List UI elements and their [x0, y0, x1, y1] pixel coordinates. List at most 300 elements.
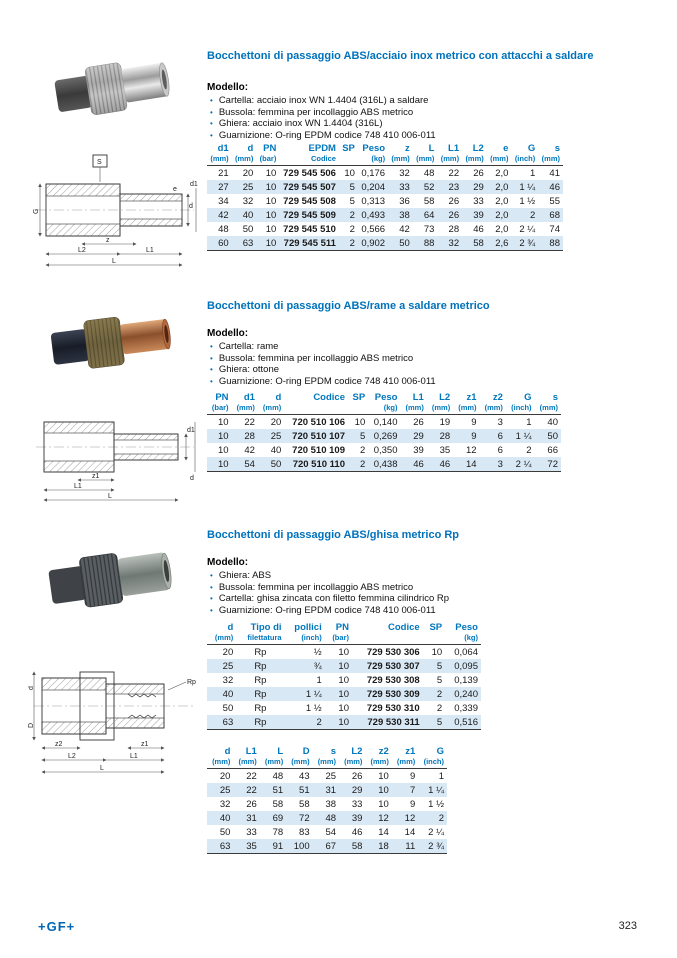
- value-cell: 22: [244, 416, 255, 428]
- bullet-text: Guarnizione: O-ring EPDM codice 748 410 006-011: [218, 129, 436, 141]
- value-cell: 0,095: [454, 660, 478, 672]
- column-header: z2: [378, 746, 389, 757]
- table-row: [207, 701, 481, 715]
- dim-label-z: z: [106, 237, 110, 244]
- value-cell: 46: [413, 458, 424, 470]
- table-row: [207, 797, 447, 811]
- code-cell: 729 530 310: [366, 702, 420, 714]
- value-cell: 10: [338, 646, 349, 658]
- value-cell: 63: [219, 840, 231, 852]
- value-cell: 58: [299, 798, 310, 810]
- table-row: [207, 673, 481, 687]
- column-unit: (mm): [405, 403, 424, 412]
- product-photo-abs-inox: [52, 40, 170, 136]
- column-header: L2: [351, 746, 363, 757]
- bullet-text: Bussola: femmina per incollaggio ABS metrico: [218, 106, 414, 118]
- column-unit: (mm): [291, 757, 310, 766]
- value-cell: 26: [448, 209, 460, 221]
- value-cell: 25: [219, 784, 231, 796]
- column-header: Codice: [313, 392, 345, 403]
- value-cell: 31: [325, 784, 337, 796]
- value-cell: 74: [549, 223, 560, 235]
- value-cell: 1 ½: [428, 798, 444, 810]
- value-cell: 38: [399, 209, 410, 221]
- value-cell: 39: [351, 812, 363, 824]
- value-cell: 46: [351, 826, 363, 838]
- value-cell: 51: [299, 784, 310, 796]
- value-cell: 1 ¼: [519, 181, 536, 193]
- column-unit: (mm): [458, 403, 477, 412]
- column-unit: (inch): [301, 633, 322, 642]
- value-cell: 10: [338, 688, 349, 700]
- column-header: z1: [466, 392, 477, 403]
- value-cell: ½: [313, 646, 322, 658]
- value-cell: 33: [351, 798, 363, 810]
- dim-label-z1: z1: [141, 741, 149, 748]
- value-cell: 72: [299, 812, 310, 824]
- bullet-icon: •: [210, 96, 213, 105]
- value-cell: Rp: [254, 674, 267, 686]
- column-unit: [284, 403, 348, 415]
- bullet-icon: •: [210, 594, 213, 603]
- dim-label-l: L: [108, 493, 112, 500]
- value-cell: 10: [217, 416, 229, 428]
- dim-label-s: S: [97, 159, 102, 166]
- table-row: [207, 659, 481, 673]
- value-cell: 14: [465, 458, 477, 470]
- value-cell: 42: [399, 223, 410, 235]
- value-cell: 29: [351, 784, 363, 796]
- value-cell: 2,6: [495, 237, 509, 249]
- value-cell: 48: [272, 770, 284, 782]
- column-header: L2: [439, 392, 451, 403]
- value-cell: 33: [473, 195, 484, 207]
- value-cell: 5: [436, 660, 443, 672]
- dim-label-l2: L2: [68, 753, 76, 760]
- value-cell: 6: [497, 430, 503, 442]
- bullet-icon: •: [210, 571, 213, 580]
- column-unit: (mm): [212, 757, 231, 766]
- value-cell: 25: [270, 430, 282, 442]
- code-cell: 720 510 106: [292, 416, 345, 428]
- bullet-item: [210, 364, 436, 376]
- value-cell: 58: [423, 195, 435, 207]
- dim-label-l: L: [100, 765, 104, 772]
- dim-label-rp: Rp: [187, 679, 196, 686]
- value-cell: 14: [378, 826, 389, 838]
- value-cell: 2: [349, 209, 355, 221]
- column-header: L: [428, 143, 435, 154]
- bullet-text: Ghiera: acciaio inox WN 1.4404 (316L): [218, 118, 383, 129]
- spec-table-abs-ghisa-dims: [207, 746, 447, 854]
- bullet-text: Ghiera: ottone: [218, 364, 280, 375]
- value-cell: 14: [404, 826, 416, 838]
- table-row: [207, 194, 563, 208]
- column-unit: (mm): [317, 757, 337, 766]
- model-heading: Modello:: [207, 82, 249, 93]
- dim-label-z1: z1: [92, 473, 100, 480]
- column-unit: (mm): [541, 154, 560, 163]
- value-cell: 25: [222, 660, 234, 672]
- value-cell: 2: [349, 237, 355, 249]
- value-cell: 10: [338, 674, 349, 686]
- column-unit: (kg): [383, 403, 398, 412]
- bullet-icon: •: [210, 107, 213, 117]
- column-header: Peso: [362, 143, 386, 154]
- bullet-text: Bussola: femmina per incollaggio ABS metrico: [218, 352, 414, 364]
- value-cell: 78: [272, 826, 284, 838]
- column-header: z: [405, 143, 410, 154]
- column-header: SP: [342, 143, 355, 154]
- value-cell: 50: [242, 223, 254, 235]
- value-cell: 26: [246, 798, 257, 810]
- value-cell: 10: [354, 416, 366, 428]
- column-unit: (mm): [465, 154, 484, 163]
- column-header: d: [247, 143, 254, 154]
- value-cell: 38: [325, 798, 337, 810]
- column-header: d1: [243, 392, 255, 403]
- column-header: e: [503, 143, 509, 154]
- bullet-icon: •: [210, 582, 213, 592]
- value-cell: 0,566: [361, 223, 386, 235]
- value-cell: 63: [222, 716, 234, 728]
- bullet-text: Cartella: rame: [218, 341, 279, 352]
- code-cell: 729 545 511: [283, 237, 336, 249]
- value-cell: 48: [218, 223, 229, 235]
- column-unit: (mm): [214, 633, 234, 642]
- value-cell: 7: [409, 784, 416, 796]
- column-header: G: [527, 143, 536, 154]
- value-cell: 40: [242, 209, 254, 221]
- column-unit: [339, 154, 358, 166]
- value-cell: 52: [423, 181, 435, 193]
- value-cell: 0,313: [361, 195, 386, 207]
- value-cell: 20: [270, 416, 282, 428]
- column-unit: (kg): [464, 633, 478, 642]
- table-row: [207, 443, 561, 457]
- dim-label-l1: L1: [130, 753, 138, 760]
- value-cell: 28: [448, 223, 460, 235]
- page-number: 323: [618, 920, 637, 932]
- value-cell: 10: [217, 444, 229, 456]
- code-cell: 729 530 306: [366, 646, 420, 658]
- product-photo-abs-ghisa: [46, 532, 174, 627]
- model-bullets: [210, 570, 449, 616]
- table-row: [207, 180, 563, 194]
- value-cell: 0,902: [361, 237, 386, 249]
- value-cell: 22: [246, 770, 257, 782]
- bullet-icon: •: [210, 353, 213, 363]
- value-cell: 46: [473, 223, 484, 235]
- value-cell: 10: [265, 223, 277, 235]
- bullet-text: Ghiera: ABS: [218, 570, 272, 581]
- bullet-text: Guarnizione: O-ring EPDM codice 748 410 006-011: [218, 375, 436, 387]
- model-heading: Modello:: [207, 328, 249, 339]
- value-cell: 2,0: [495, 223, 509, 235]
- value-cell: 10: [378, 770, 389, 782]
- bullet-item: [210, 107, 436, 119]
- column-unit: (kg): [371, 154, 386, 163]
- value-cell: 0,204: [361, 181, 386, 193]
- column-unit: [348, 403, 368, 415]
- value-cell: 2: [359, 444, 366, 456]
- value-cell: 3: [497, 458, 503, 470]
- bullet-icon: •: [210, 605, 213, 615]
- value-cell: 6: [497, 444, 503, 456]
- table-row: [207, 783, 447, 797]
- value-cell: 40: [222, 688, 234, 700]
- column-header: pollici: [294, 622, 322, 633]
- column-unit: (bar): [259, 154, 277, 163]
- bullet-text: Cartella: ghisa zincata con filetto femmina cilindrico Rp: [218, 593, 450, 604]
- column-unit: (mm): [236, 403, 255, 412]
- value-cell: 20: [242, 167, 254, 179]
- value-cell: 0,269: [373, 430, 398, 442]
- column-unit: (mm): [539, 403, 558, 412]
- value-cell: 2 ¼: [519, 223, 536, 235]
- value-cell: 0,339: [454, 702, 478, 714]
- column-unit: (inch): [511, 403, 532, 412]
- column-unit: (mm): [370, 757, 389, 766]
- value-cell: 10: [265, 209, 277, 221]
- dim-label-d1: d1: [190, 181, 198, 188]
- value-cell: 10: [378, 784, 389, 796]
- value-cell: 27: [218, 181, 229, 193]
- value-cell: 88: [423, 237, 435, 249]
- value-cell: 3: [497, 416, 503, 428]
- bullet-icon: •: [210, 342, 213, 351]
- column-header: SP: [429, 622, 443, 633]
- column-unit: (mm): [440, 154, 460, 163]
- table-row: [207, 839, 447, 854]
- value-cell: 42: [244, 444, 255, 456]
- value-cell: 1 ½: [519, 195, 536, 207]
- column-header: Codice: [388, 622, 420, 633]
- value-cell: 21: [218, 167, 229, 179]
- value-cell: 12: [378, 812, 389, 824]
- value-cell: 63: [242, 237, 254, 249]
- value-cell: 10: [431, 646, 443, 658]
- value-cell: 40: [270, 444, 282, 456]
- value-cell: 29: [413, 430, 424, 442]
- column-unit: (mm): [484, 403, 503, 412]
- value-cell: 5: [359, 430, 366, 442]
- value-cell: 9: [471, 416, 477, 428]
- column-unit: (mm): [210, 154, 229, 163]
- bullet-item: [210, 118, 436, 130]
- value-cell: Rp: [254, 716, 267, 728]
- spec-table-abs-inox: [207, 143, 563, 251]
- column-unit: [352, 633, 423, 645]
- value-cell: 1: [438, 770, 444, 782]
- value-cell: 41: [549, 167, 560, 179]
- value-cell: 1: [316, 674, 322, 686]
- bullet-text: Guarnizione: O-ring EPDM codice 748 410 006-011: [218, 604, 436, 616]
- value-cell: 91: [272, 840, 284, 852]
- column-unit: (mm): [416, 154, 435, 163]
- value-cell: 29: [473, 181, 484, 193]
- value-cell: 46: [439, 458, 451, 470]
- table-row: [207, 415, 561, 430]
- value-cell: 25: [242, 181, 254, 193]
- gf-logo: +GF+: [38, 919, 76, 934]
- value-cell: 1 ¼: [428, 784, 444, 796]
- technical-drawing-abs-inox: [30, 148, 200, 273]
- value-cell: 1: [526, 416, 532, 428]
- value-cell: 25: [325, 770, 337, 782]
- column-unit: filettatura: [247, 633, 282, 642]
- column-unit: (inch): [514, 154, 536, 163]
- dim-label-d: d: [189, 203, 193, 210]
- value-cell: 2: [349, 223, 355, 235]
- spec-table-abs-rame: [207, 392, 561, 472]
- value-cell: 2,0: [495, 209, 509, 221]
- value-cell: 5: [436, 716, 443, 728]
- value-cell: 2: [438, 812, 444, 824]
- column-unit: (mm): [344, 757, 363, 766]
- table-row: [207, 429, 561, 443]
- value-cell: 54: [325, 826, 337, 838]
- value-cell: 35: [439, 444, 451, 456]
- model-heading: Modello:: [207, 557, 249, 568]
- value-cell: 48: [325, 812, 337, 824]
- column-unit: (mm): [262, 403, 282, 412]
- value-cell: 5: [349, 195, 355, 207]
- value-cell: 32: [222, 674, 234, 686]
- value-cell: 2 ¼: [515, 458, 532, 470]
- column-header: PN: [263, 143, 277, 154]
- value-cell: 2,0: [495, 195, 509, 207]
- value-cell: 26: [351, 770, 363, 782]
- table-row: [207, 811, 447, 825]
- table-row: [207, 457, 561, 472]
- value-cell: 10: [338, 660, 349, 672]
- value-cell: 20: [219, 770, 231, 782]
- value-cell: 9: [409, 770, 416, 782]
- value-cell: 1 ¼: [515, 430, 532, 442]
- value-cell: 23: [448, 181, 460, 193]
- code-cell: 729 530 311: [367, 716, 420, 728]
- code-cell: 720 510 109: [292, 444, 345, 456]
- column-unit: (mm): [391, 154, 410, 163]
- table-row: [207, 166, 563, 181]
- column-header: L1: [245, 746, 257, 757]
- dim-label-e: e: [173, 186, 177, 193]
- value-cell: 19: [439, 416, 451, 428]
- value-cell: 0,140: [373, 416, 398, 428]
- value-cell: 32: [448, 237, 460, 249]
- value-cell: 0,493: [361, 209, 386, 221]
- dim-label-D: D: [28, 722, 35, 728]
- value-cell: 2: [436, 688, 443, 700]
- value-cell: 67: [325, 840, 337, 852]
- value-cell: 35: [246, 840, 257, 852]
- value-cell: 2 ¼: [428, 826, 444, 838]
- value-cell: 2 ¾: [519, 237, 536, 249]
- table-row: [207, 236, 563, 251]
- value-cell: 50: [547, 430, 558, 442]
- value-cell: 83: [299, 826, 310, 838]
- value-cell: 72: [547, 458, 558, 470]
- code-cell: 729 530 307: [366, 660, 420, 672]
- column-unit: (bar): [332, 633, 349, 642]
- value-cell: 50: [399, 237, 410, 249]
- value-cell: 50: [219, 826, 231, 838]
- dim-label-g: G: [33, 208, 40, 214]
- value-cell: Rp: [254, 702, 267, 714]
- value-cell: 66: [547, 444, 558, 456]
- value-cell: 58: [473, 237, 484, 249]
- value-cell: 73: [423, 223, 435, 235]
- column-header: s: [330, 746, 337, 757]
- value-cell: 10: [265, 195, 277, 207]
- code-cell: 729 545 510: [283, 223, 336, 235]
- value-cell: 9: [471, 430, 477, 442]
- column-header: d: [275, 392, 282, 403]
- value-cell: Rp: [254, 646, 267, 658]
- value-cell: 18: [378, 840, 389, 852]
- value-cell: 55: [549, 195, 560, 207]
- column-header: G: [524, 392, 532, 403]
- column-header: PN: [335, 622, 349, 633]
- value-cell: 2,0: [495, 167, 509, 179]
- model-bullets: [210, 95, 436, 141]
- value-cell: 0,240: [454, 688, 478, 700]
- dim-label-l2: L2: [78, 247, 86, 254]
- column-unit: [423, 633, 445, 645]
- technical-drawing-abs-ghisa: [28, 638, 203, 783]
- model-bullets: [210, 341, 436, 387]
- value-cell: 54: [244, 458, 255, 470]
- value-cell: 46: [549, 181, 560, 193]
- bullet-item: [210, 605, 449, 617]
- column-unit: Codice: [310, 154, 336, 163]
- value-cell: 33: [399, 181, 410, 193]
- value-cell: 58: [272, 798, 284, 810]
- bullet-item: [210, 593, 449, 605]
- section-title: Bocchettoni di passaggio ABS/acciaio inox metrico con attacchi a saldare: [207, 50, 594, 62]
- value-cell: 0,516: [454, 716, 478, 728]
- value-cell: 40: [547, 416, 558, 428]
- value-cell: 26: [413, 416, 424, 428]
- bullet-icon: •: [210, 376, 213, 386]
- value-cell: 10: [265, 237, 277, 249]
- bullet-item: [210, 341, 436, 353]
- section-title: Bocchettoni di passaggio ABS/rame a saldare metrico: [207, 300, 490, 312]
- column-header: L1: [412, 392, 424, 403]
- value-cell: 69: [272, 812, 284, 824]
- column-unit: (mm): [396, 757, 416, 766]
- value-cell: 32: [219, 798, 231, 810]
- value-cell: ¾: [313, 660, 322, 672]
- value-cell: 42: [218, 209, 229, 221]
- bullet-icon: •: [210, 365, 213, 374]
- value-cell: 10: [217, 430, 229, 442]
- value-cell: 39: [413, 444, 424, 456]
- value-cell: 2 ¾: [428, 840, 444, 852]
- product-photo-abs-rame: [48, 298, 173, 386]
- column-unit: (mm): [238, 757, 257, 766]
- column-header: L: [277, 746, 284, 757]
- value-cell: 26: [448, 195, 460, 207]
- column-unit: (mm): [235, 154, 254, 163]
- column-header: Peso: [374, 392, 398, 403]
- value-cell: 10: [378, 798, 389, 810]
- value-cell: 1: [529, 167, 536, 179]
- bullet-item: [210, 582, 449, 594]
- value-cell: 2: [526, 444, 532, 456]
- bullet-item: [210, 376, 436, 388]
